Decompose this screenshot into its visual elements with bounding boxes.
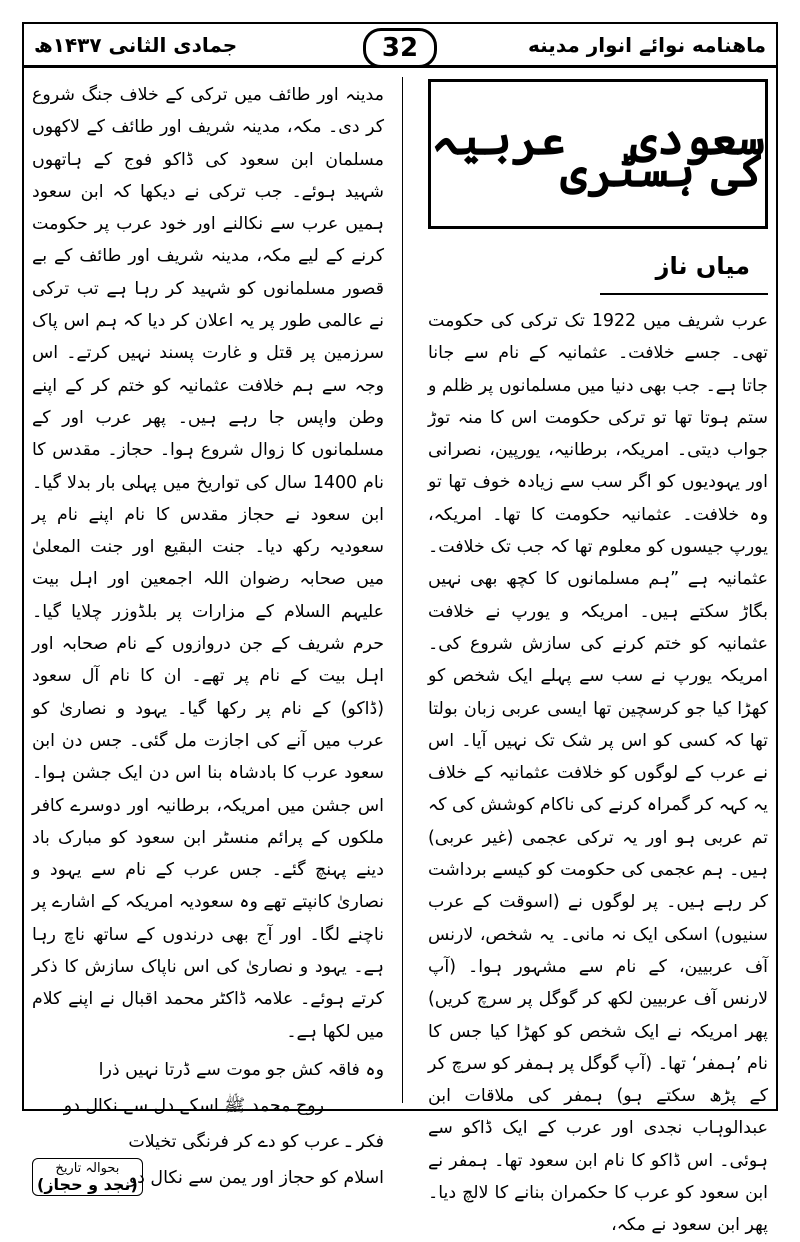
poem-line: روح محمد ﷺ اسکے دل سے نکال دو <box>63 1095 324 1116</box>
article-body <box>24 71 776 1236</box>
right-column-text <box>428 305 768 1242</box>
page-inner <box>22 22 778 1236</box>
page-number: 32 <box>363 28 437 68</box>
magazine-name: ماهنامه نوائے انوار مدینه <box>528 32 766 57</box>
paragraph: عرب شریف میں 1922 تک ترکی کی حکومت تھی۔ جسے خلافت۔ عثمانیہ کے نام سے جانا جاتا ہے۔ جب بھی دنیا میں مسلمانوں پر ظلم و ستم ہوتا تھا تو ترکی حکومت اس کا منہ توڑ جواب دیتی۔ امریکہ، برطانیہ، یورپین، نصرانی اور یہودیوں کو اگر سب سے زیادہ خوف تھا تو وہ خلافت۔ عثمانیہ حکومت کا تھا۔ امریکہ، یورپ جیسوں کو معلوم تھا کہ جب تک خلافت۔ عثمانیہ ہے ”ہم مسلمانوں کا کچھ بھی نہیں بگاڑ سکتے ہیں۔ امریکہ و یورپ نے خلافت عثمانیہ کو ختم کرنے کی سازش شروع کی۔ امریکہ یورپ نے سب سے پہلے ایک شخص کو کھڑا کیا جو کرسچین تھا ایسی عربی زبان بولتا تھا کہ کسی کو اس پر شک تک نہیں آیا۔ اس نے عرب کے لوگوں کو خلافت عثمانیہ کے خلاف یہ کہہ کر گمراہ کرنے کی ناکام کوشش کی کہ تم عربی ہو اور یہ ترکی عجمی (غیر عربی) ہیں۔ ہم عجمی کی حکومت کو کیسے برداشت کر رہے ہیں۔ پر لوگوں نے (اسوقت کے عرب سنیوں) اسکی ایک نہ مانی۔ یہ شخص، لارنس آف عربیین، کے نام سے مشہور ہوا۔ (آپ لارنس آف عربیین لکھ کر گوگل پر سرچ کریں) پھر امریکہ نے ایک شخص کو کھڑا کیا جس کا نام ’ہمفر‘ تھا۔ (آپ گوگل پر ہمفر کو سرچ کر کے پڑھ سکتے ہو) ہمفر کی ملاقات ابن عبدالوہاب نجدی اور عرب کے ایک ڈاکو سے ہوئی۔ اس ڈاکو کا نام ابن سعود تھا۔ ہمفر نے ابن سعود کو عرب کا حکمران بنانے کا لالچ دیا۔ پھر ابن سعود نے مکہ، <box>428 311 768 1236</box>
reference-stamp <box>32 1158 143 1196</box>
issue-date: جمادی الثانی ۱۴۳۷ھ <box>34 32 238 57</box>
reference-source: (نجد و حجاز) <box>37 1174 138 1194</box>
title-box <box>428 79 768 229</box>
poem-block <box>32 1052 384 1196</box>
right-column <box>428 71 768 1236</box>
poem-line: اسلام کو حجاز اور یمن سے نکال دو <box>128 1167 384 1188</box>
left-column <box>32 79 384 1194</box>
poem-line: فکر ـ عرب کو دے کر فرنگی تخیلات <box>128 1131 384 1152</box>
reference-label: بحوالہ تاریخ <box>55 1160 120 1176</box>
article-title: سعودی عربیہ کی ہسٹری <box>431 110 765 197</box>
author-name: میاں ناز <box>600 239 768 295</box>
paragraph: مدینہ اور طائف میں ترکی کے خلاف جنگ شروع کر دی۔ مکہ، مدینہ شریف اور طائف کے لاکھوں مسلمان ابن سعود کی ڈاکو فوج کے ہاتھوں شہید ہوئے۔ جب ترکی نے دیکھا کہ ابن سعود ہمیں عرب سے نکالنے اور خود عرب پر حکومت کرنے کے لیے مکہ، مدینہ شریف اور طائف کے بے قصور مسلمانوں کو شہید کر رہا ہے تب ترکی نے عالمی طور پر یہ اعلان کر دیا کہ ہم اس پاک سرزمین پر قتل و غارت پسند نہیں کرتے۔ اس وجہ سے ہم خلافت عثمانیہ کو ختم کر کے اپنے وطن واپس جا رہے ہیں۔ پھر عرب اور کے مسلمانوں کا زوال شروع ہوا۔ حجاز۔ مقدس کا نام 1400 سال کی تواریخ میں پہلی بار بدلا گیا۔ ابن سعود نے حجاز مقدس کا نام اپنے نام پر سعودیہ رکھ دیا۔ جنت البقیع اور جنت المعلیٰ میں صحابہ رضوان اللہ اجمعین اور اہل بیت علیہم السلام کے مزارات پر بلڈوزر چلایا گیا۔ حرم شریف کے جن دروازوں کے نام صحابہ اور اہل بیت کے نام پر تھے۔ ان کا نام آل سعود (ڈاکو) کے نام پر رکھا گیا۔ یہود و نصاریٰ کو عرب میں آنے کی اجازت مل گئی۔ جس دن ابن سعود عرب کا بادشاہ بنا اس دن ایک جشن ہوا۔ اس جشن میں امریکہ، برطانیہ اور دوسرے کافر ملکوں کے پرائم منسٹر ابن سعود کو مبارک باد دینے پہنچ گئے۔ جس عرب کے نام سے یہود و نصاریٰ کانپتے تھے وہ سعودیہ امریکہ کے اشارے پر ناچنے لگا۔ اور آج بھی درندوں کے ساتھ ناچ رہا ہے۔ یہود و نصاریٰ کی اس ناپاک سازش کا ذکر کرتے ہوئے۔ علامہ ڈاکٹر محمد اقبال نے اپنے کلام میں لکھا ہے۔ <box>32 85 384 1042</box>
poem-line: وہ فاقہ کش جو موت سے ڈرتا نہیں ذرا <box>98 1059 384 1080</box>
column-divider <box>402 77 403 1103</box>
left-column-text <box>32 79 384 1048</box>
